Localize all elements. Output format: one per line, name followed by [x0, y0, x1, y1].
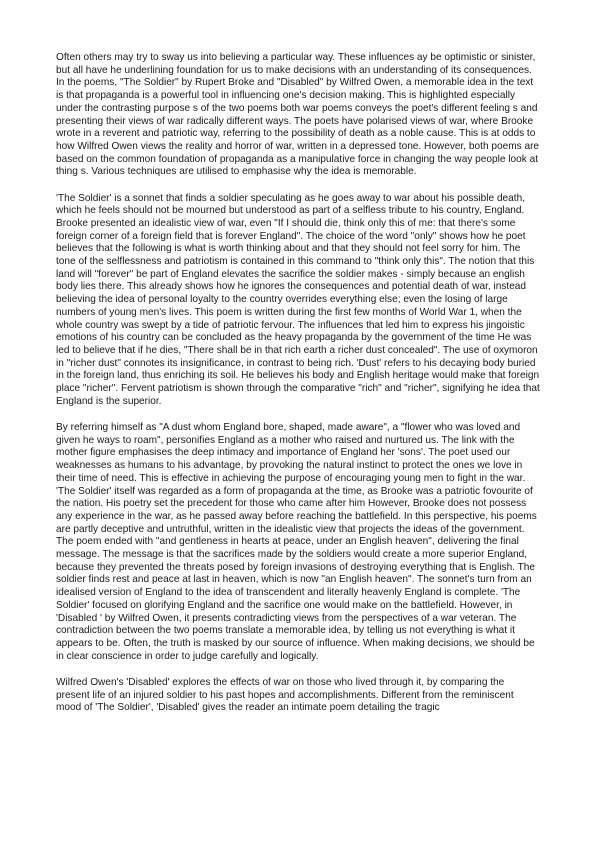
paragraph-intro: Often others may try to sway us into believing a particular way. These influences ay be optimistic or sinister, but all have he underlining foundation for us to make decisions with an understanding of its consequences. In the poems, "The Soldier" by Rupert Broke and "Disabled" by Wilfred Owen, a memorable idea in the text is that propaganda is a powerful tool in influencing one's decision making. This is highlighted especially under the contrasting purpose s of the two poems both war poems conveys the poet's different feeling s and presenting their views of war radically different ways. The poets have polarised views of war, where Brooke wrote in a reverent and patriotic way, referring to the possibility of death as a noble cause. This is at odds to how Wilfred Owen views the reality and horror of war, written in a depressed tone. However, both poems are based on the common foundation of propaganda as a manipulative force in changing the way people look at thing s. Various techniques are utilised to emphasise why the idea is memorable. — [56, 52, 540, 178]
paragraph-the-soldier: 'The Soldier' is a sonnet that finds a soldier speculating as he goes away to war about his possible death, which he feels should not be mourned but understood as part of a selfless tribute to his country, England. Brooke presented an idealistic view of war, even "If I should die, think only this of me: that there's some foreign corner of a foreign field that is forever England". The choice of the word "only" shows how he poet believes that the following is what is worth thinking about and that they should not feel sorry for him. The tone of the selflessness and patriotism is contained in this command to "think only this". The notion that this land will "forever" be part of England elevates the sacrifice the soldier makes - simply because an english body lies there. This already shows how he ignores the consequences and potential death of war, instead believing the idea of personal loyalty to the country overrides everything else; even the losing of large numbers of young men's lives. This poem is written during the first few months of World War 1, when the whole country was swept by a tide of patriotic fervour. The influences that led him to express his jingoistic emotions of his country can be concluded as the heavy propaganda by the government of the time He was led to believe that if he dies, "There shall be in that rich earth a richer dust concealed". The use of oxymoron in "richer dust" connotes its insignificance, in contrast to being rich. 'Dust' refers to his decaying body buried in the foreign land, thus enriching its soil. He believes his body and English heritage would make that foreign place "richer". Fervent patriotism is shown through the comparative "rich" and "richer", signifying he idea that England is the superior. — [56, 192, 540, 407]
document-page — [56, 52, 540, 728]
paragraph-england-mother: By referring himself as "A dust whom England bore, shaped, made aware", a "flower who was loved and given he ways to roam", personifies England as a mother who raised and nurtured us. The link with the mother figure emphasises the deep intimacy and importance of England her 'sons'. The poet used our weaknesses as humans to his advantage, by provoking the natural instinct to protect the ones we love in their time of need. This is effective in achieving the purpose of encouraging young men to fight in the war. 'The Soldier' itself was regarded as a form of propaganda at the time, as Brooke was a patriotic fovourite of the nation. His poetry set the precedent for those who came after him However, Brooke does not possess any experience in the war, as he passed away before reaching the battlefield. In this perspective, his poems are partly deceptive and untruthful, written in the idealistic view that projects the ideas of the government. The poem ended with "and gentleness in hearts at peace, under an English heaven", delivering the final message. The message is that the sacrifices made by the soldiers would create a more superior England, because they prevented the threats posed by foreign invasions of destroying everything that is English. The soldier finds rest and peace at last in heaven, which is now "an English heaven". The sonnet's turn from an idealised version of England to the idea of transcendent and literally heavenly England is complete. 'The Soldier' focused on glorifying England and the sacrifice one would make on the battlefield. However, in 'Disabled ' by Wilfred Owen, it presents contradicting views from the perspectives of a war veteran. The contradiction between the two poems translate a memorable idea, by telling us not everything is what it appears to be. Often, the truth is masked by our source of influence. When making decisions, we should be in clear conscience in order to judge carefully and logically. — [56, 421, 537, 662]
paragraph-disabled: Wilfred Owen's 'Disabled' explores the effects of war on those who lived through it, by comparing the present life of an injured soldier to his past hopes and accomplishments. Different from the reminiscent mood of 'The Soldier', 'Disabled' gives the reader an intimate poem detailing the tragic — [56, 676, 514, 714]
